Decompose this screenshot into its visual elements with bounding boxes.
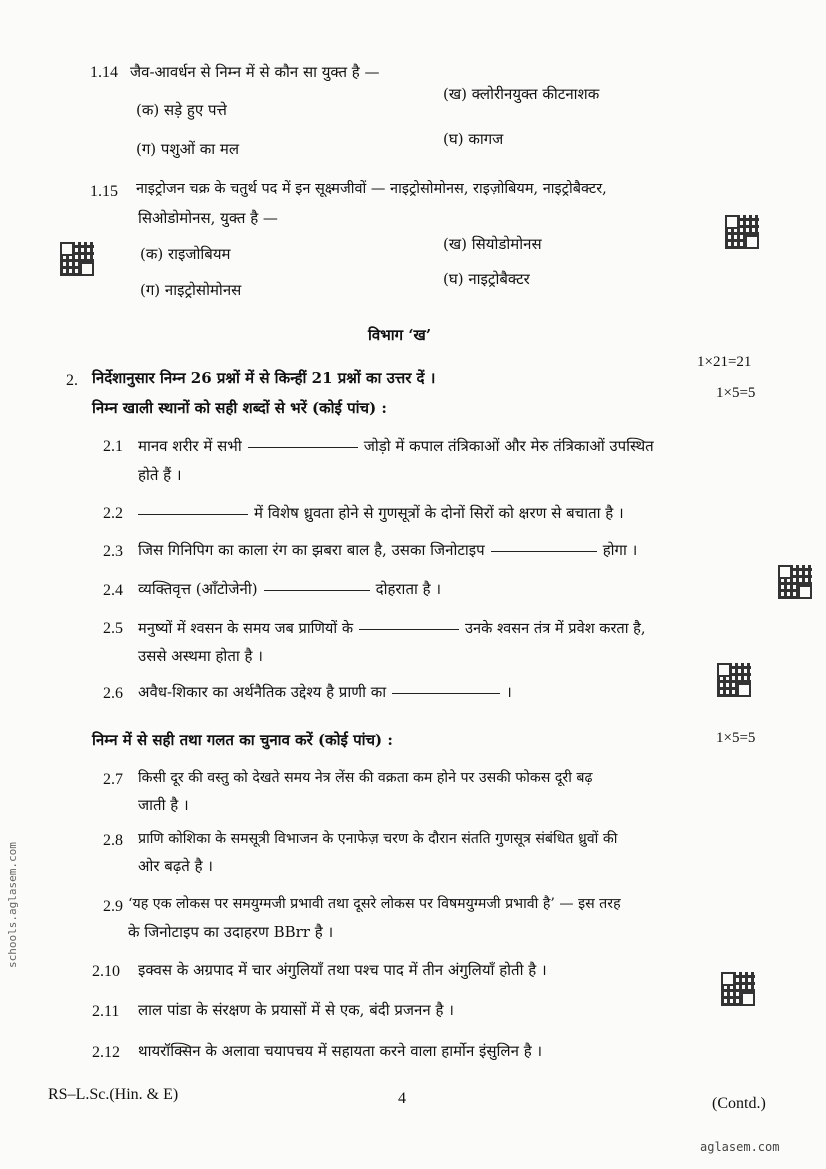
question-text: उनके श्वसन तंत्र में प्रवेश करता है, <box>465 620 646 637</box>
q115-option-a: (क) राइजोबियम <box>140 245 231 263</box>
question-text: में विशेष ध्रुवता होने से गुणसूत्रों के दोनों सिरों को क्षरण से बचाता है । <box>254 504 624 522</box>
question-text: प्राणि कोशिका के समसूत्री विभाजन के एनाफेज़ चरण के दौरान संतति गुणसूत्र संबंधित ध्रुवों की <box>138 831 618 847</box>
question-text: ‘यह एक लोकस पर समयुग्मजी प्रभावी तथा दूसरे लोकस पर विषमयुग्मजी प्रभावी है’ — इस तरह <box>128 896 621 912</box>
q-number: 2.2 <box>103 505 123 522</box>
fill-instruction: निम्न खाली स्थानों को सही शब्दों से भरें (कोई पांच) : <box>92 399 387 417</box>
question-text: अवैध-शिकार का अर्थनैतिक उद्देश्य है प्राणी का <box>138 683 387 701</box>
q2-marks-total: 1×21=21 <box>697 354 752 370</box>
qr-code-icon <box>60 242 94 276</box>
section-title: विभाग ‘ख’ <box>368 326 432 344</box>
answer-blank <box>248 446 358 448</box>
question-text: व्यक्तिवृत्त (ऑंटोजेनी) <box>138 580 258 598</box>
fill-question <box>138 682 512 702</box>
q114-option-c: (ग) पशुओं का मल <box>136 140 240 158</box>
q-number: 2.12 <box>92 1044 120 1061</box>
qr-code-icon <box>721 972 755 1006</box>
answer-blank <box>264 589 370 591</box>
question-text: के जिनोटाइप का उदाहरण BBrr है । <box>128 923 334 941</box>
question-text: उससे अस्थमा होता है । <box>138 647 263 665</box>
q115-text-line1: नाइट्रोजन चक्र के चतुर्थ पद में इन सूक्ष्मजीवों — नाइट्रोसोमोनस, राइज़ोबियम, नाइट्रोबैक्टर, <box>136 181 607 197</box>
q115-option-c: (ग) नाइट्रोसोमोनस <box>140 281 242 299</box>
q-number: 2.6 <box>103 685 123 702</box>
q-number: 2.11 <box>92 1003 120 1020</box>
question-text: होते हैं । <box>138 466 182 484</box>
answer-blank <box>491 550 597 552</box>
q114-option-d: (घ) कागज <box>443 130 504 148</box>
paper-code: RS–L.Sc.(Hin. & E) <box>48 1086 179 1103</box>
q-number: 2.7 <box>103 771 123 788</box>
side-watermark: schools.aglasem.com <box>6 842 19 968</box>
qr-code-icon <box>778 565 812 599</box>
q115-option-d: (घ) नाइट्रोबैक्टर <box>443 270 530 288</box>
q-number: 2.3 <box>103 543 123 560</box>
question-text: । <box>506 683 512 701</box>
question-text: दोहराता है । <box>375 580 442 598</box>
question-text: ओर बढ़ते है । <box>138 857 213 875</box>
fill-question <box>138 540 637 560</box>
fill-question <box>138 618 646 638</box>
q114-option-b: (ख) क्लोरीनयुक्त कीटनाशक <box>443 85 600 103</box>
question-text: थायरॉक्सिन के अलावा चयापचय में सहायता करने वाला हार्मोन इंसुलिन है । <box>138 1042 543 1060</box>
fill-question <box>138 579 441 599</box>
question-text: लाल पांडा के संरक्षण के प्रयासों में से एक, बंदी प्रजनन है । <box>138 1001 454 1019</box>
qr-code-icon <box>717 663 751 697</box>
question-text: जोड़ो में कपाल तंत्रिकाओं और मेरु तंत्रिकाओं उपस्थित <box>363 437 654 455</box>
q-number: 2.8 <box>103 832 123 849</box>
q-number: 2.1 <box>103 438 123 455</box>
q-number: 2.10 <box>92 963 120 980</box>
q114-text: जैव-आवर्धन से निम्न में से कौन सा युक्त है — <box>130 63 380 81</box>
question-text: जाती है । <box>138 796 189 814</box>
q2-instruction: निर्देशानुसार निम्न 26 प्रश्नों में से किन्हीं 21 प्रश्नों का उत्तर दें । <box>92 369 436 387</box>
question-text: मनुष्यों में श्वसन के समय जब प्राणियों के <box>138 620 354 637</box>
watermark: aglasem.com <box>700 1140 780 1154</box>
tf-marks: 1×5=5 <box>716 730 756 746</box>
q-number: 2.9 <box>103 898 123 915</box>
fill-marks: 1×5=5 <box>716 385 756 401</box>
fill-question <box>132 503 624 523</box>
answer-blank <box>359 628 459 630</box>
q115-number: 1.15 <box>90 183 118 200</box>
q-number: 2.4 <box>103 582 123 599</box>
q-number: 2.5 <box>103 620 123 637</box>
fill-question <box>138 436 654 456</box>
question-text: जिस गिनिपिग का काला रंग का झबरा बाल है, उसका जिनोटाइप <box>138 541 485 559</box>
q115-text-line2: सिओडोमोनस, युक्त है — <box>138 209 278 227</box>
answer-blank <box>392 692 500 694</box>
tf-instruction: निम्न में से सही तथा गलत का चुनाव करें (कोई पांच) : <box>92 731 393 749</box>
q114-number: 1.14 <box>90 64 118 81</box>
question-text: होगा । <box>602 541 638 559</box>
qr-code-icon <box>725 215 759 249</box>
answer-blank <box>138 513 248 515</box>
question-text: इक्वस के अग्रपाद में चार अंगुलियाँ तथा पश्च पाद में तीन अंगुलियाँ होती है । <box>138 961 547 979</box>
contd-label: (Contd.) <box>712 1095 766 1112</box>
question-text: किसी दूर की वस्तु को देखते समय नेत्र लेंस की वक्रता कम होने पर उसकी फोकस दूरी बढ़ <box>138 770 593 786</box>
q114-option-a: (क) सड़े हुए पत्ते <box>136 101 227 119</box>
page-number: 4 <box>398 1090 406 1107</box>
q115-option-b: (ख) सियोडोमोनस <box>443 235 542 253</box>
q2-number: 2. <box>66 372 78 389</box>
question-text: मानव शरीर में सभी <box>138 437 242 455</box>
